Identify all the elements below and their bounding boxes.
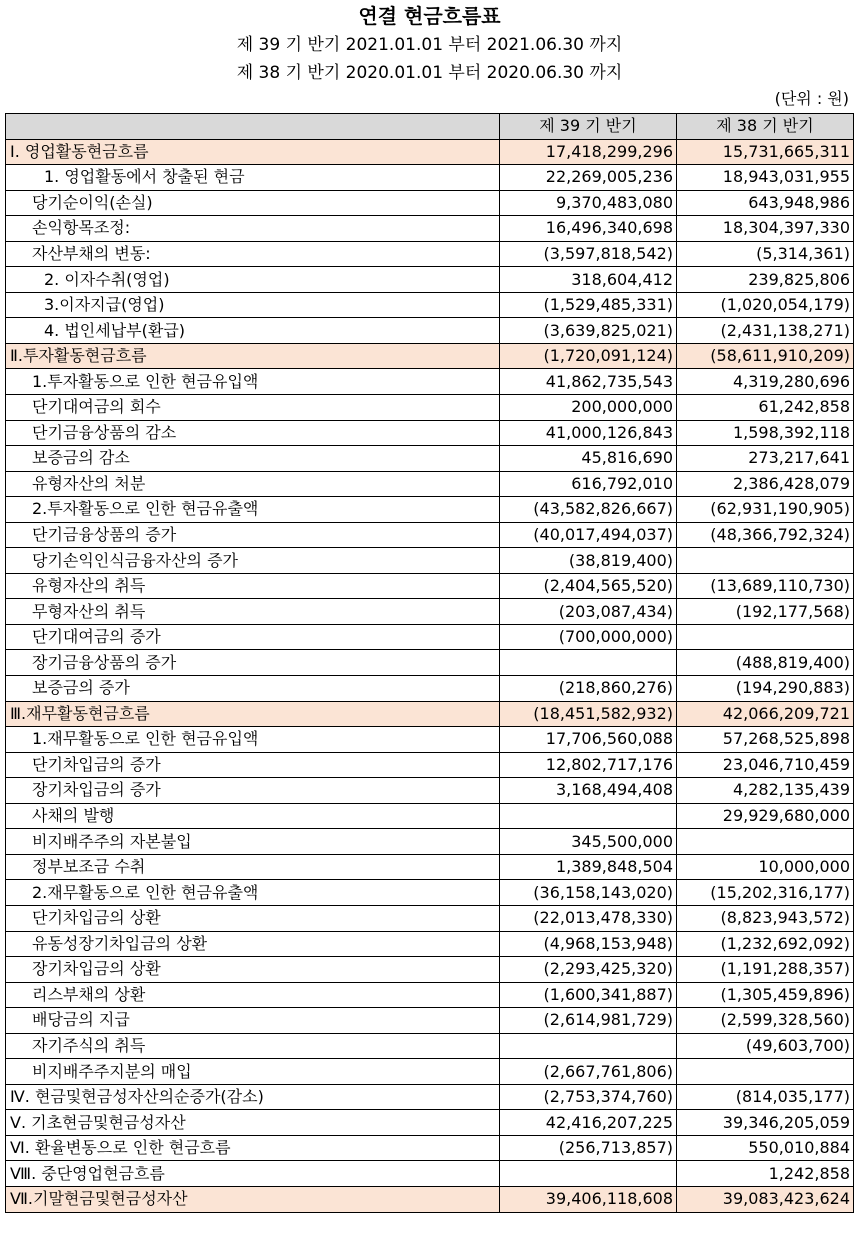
row-label: 4. 법인세납부(환급): [6, 318, 500, 344]
table-row: [6, 267, 854, 293]
current-period-value: 16,496,340,698: [500, 216, 677, 242]
prior-period-value: 39,346,205,059: [677, 1110, 854, 1136]
prior-period-value: 1,242,858: [677, 1161, 854, 1187]
prior-period-value: 239,825,806: [677, 267, 854, 293]
unit-label: (단위 : 원): [774, 89, 849, 108]
table-row: [6, 1033, 854, 1059]
table-row: [6, 957, 854, 983]
table-row: [6, 573, 854, 599]
prior-period-value: (58,611,910,209): [677, 343, 854, 369]
current-period-value: 39,406,118,608: [500, 1186, 677, 1212]
prior-period-value: (48,366,792,324): [677, 522, 854, 548]
row-label: Ⅴ. 기초현금및현금성자산: [6, 1110, 500, 1136]
header-current-period: 제 39 기 반기: [500, 114, 677, 140]
prior-period-value: (814,035,177): [677, 1084, 854, 1110]
table-row: [6, 727, 854, 753]
prior-period-value: [677, 624, 854, 650]
table-row: [6, 497, 854, 523]
header-label-cell: [6, 114, 500, 140]
row-label: Ⅵ. 환율변동으로 인한 현금흐름: [6, 1135, 500, 1161]
prior-period-value: 39,083,423,624: [677, 1186, 854, 1212]
table-row: [6, 982, 854, 1008]
prior-period-value: [677, 1059, 854, 1085]
row-label: 배당금의 지급: [6, 1008, 500, 1034]
current-period-value: (203,087,434): [500, 599, 677, 625]
table-row: [6, 1135, 854, 1161]
row-label: 비지배주주의 자본불입: [6, 829, 500, 855]
current-period-value: [500, 1161, 677, 1187]
row-label: 당기순이익(손실): [6, 190, 500, 216]
prior-period-value: 2,386,428,079: [677, 471, 854, 497]
row-label: 자기주식의 취득: [6, 1033, 500, 1059]
table-row: [6, 548, 854, 574]
row-label: 유형자산의 처분: [6, 471, 500, 497]
row-label: 1. 영업활동에서 창출된 현금: [6, 165, 500, 191]
prior-period-value: (5,314,361): [677, 241, 854, 267]
header-prior-period: 제 38 기 반기: [677, 114, 854, 140]
row-label: Ⅶ.기말현금및현금성자산: [6, 1186, 500, 1212]
table-row: [6, 599, 854, 625]
prior-period-value: (2,599,328,560): [677, 1008, 854, 1034]
prior-period-value: 643,948,986: [677, 190, 854, 216]
current-period-value: 1,389,848,504: [500, 854, 677, 880]
current-period-value: (1,720,091,124): [500, 343, 677, 369]
row-label: 장기차입금의 증가: [6, 778, 500, 804]
current-period-value: 41,862,735,543: [500, 369, 677, 395]
prior-period-value: (8,823,943,572): [677, 905, 854, 931]
row-label: 보증금의 감소: [6, 446, 500, 472]
current-period-value: (256,713,857): [500, 1135, 677, 1161]
table-row: [6, 395, 854, 421]
prior-period-value: (15,202,316,177): [677, 880, 854, 906]
prior-period-value: 4,319,280,696: [677, 369, 854, 395]
current-period-value: 616,792,010: [500, 471, 677, 497]
current-period-value: 12,802,717,176: [500, 752, 677, 778]
current-period-value: (22,013,478,330): [500, 905, 677, 931]
prior-period-value: 18,304,397,330: [677, 216, 854, 242]
table-row: [6, 471, 854, 497]
prior-period-value: (1,232,692,092): [677, 931, 854, 957]
table-row: [6, 778, 854, 804]
prior-period-value: 42,066,209,721: [677, 701, 854, 727]
prior-period-value: 61,242,858: [677, 395, 854, 421]
row-label: 장기금융상품의 증가: [6, 650, 500, 676]
current-period-value: (1,600,341,887): [500, 982, 677, 1008]
row-label: 단기대여금의 증가: [6, 624, 500, 650]
row-label: Ⅲ.재무활동현금흐름: [6, 701, 500, 727]
prior-period-value: (62,931,190,905): [677, 497, 854, 523]
row-label: 2. 이자수취(영업): [6, 267, 500, 293]
current-period-value: (3,639,825,021): [500, 318, 677, 344]
row-label: 무형자산의 취득: [6, 599, 500, 625]
row-label: 유형자산의 취득: [6, 573, 500, 599]
prior-period-value: (2,431,138,271): [677, 318, 854, 344]
prior-period-value: 18,943,031,955: [677, 165, 854, 191]
section-row: [6, 701, 854, 727]
row-label: 1.재무활동으로 인한 현금유입액: [6, 727, 500, 753]
section-row: [6, 139, 854, 165]
current-period-value: 345,500,000: [500, 829, 677, 855]
current-period-value: (3,597,818,542): [500, 241, 677, 267]
current-period-value: (4,968,153,948): [500, 931, 677, 957]
current-period-value: (2,667,761,806): [500, 1059, 677, 1085]
row-label: 2.재무활동으로 인한 현금유출액: [6, 880, 500, 906]
current-period-value: (2,293,425,320): [500, 957, 677, 983]
row-label: 단기금융상품의 증가: [6, 522, 500, 548]
table-row: [6, 880, 854, 906]
current-period-value: [500, 803, 677, 829]
row-label: 보증금의 증가: [6, 676, 500, 702]
current-period-value: 42,416,207,225: [500, 1110, 677, 1136]
prior-period-value: [677, 548, 854, 574]
current-period-value: [500, 650, 677, 676]
prior-period-value: (192,177,568): [677, 599, 854, 625]
table-row: [6, 1059, 854, 1085]
row-label: 유동성장기차입금의 상환: [6, 931, 500, 957]
table-row: [6, 190, 854, 216]
table-header-row: [6, 114, 854, 140]
row-label: 장기차입금의 상환: [6, 957, 500, 983]
table-row: [6, 165, 854, 191]
row-label: 비지배주주지분의 매입: [6, 1059, 500, 1085]
current-period: 제 39 기 반기 2021.01.01 부터 2021.06.30 까지: [236, 35, 623, 55]
table-row: [6, 829, 854, 855]
row-label: 단기금융상품의 감소: [6, 420, 500, 446]
row-label: 손익항목조정:: [6, 216, 500, 242]
prior-period: 제 38 기 반기 2020.01.01 부터 2020.06.30 까지: [236, 63, 623, 83]
prior-period-value: 10,000,000: [677, 854, 854, 880]
table-row: [6, 420, 854, 446]
table-row: [6, 931, 854, 957]
current-period-value: [500, 1033, 677, 1059]
current-period-value: 318,604,412: [500, 267, 677, 293]
row-label: 정부보조금 수취: [6, 854, 500, 880]
table-row: [6, 650, 854, 676]
row-label: Ⅱ.투자활동현금흐름: [6, 343, 500, 369]
row-label: 리스부채의 상환: [6, 982, 500, 1008]
statement-title: 연결 현금흐름표: [358, 4, 501, 28]
table-row: [6, 803, 854, 829]
current-period-value: 17,706,560,088: [500, 727, 677, 753]
current-period-value: (2,614,981,729): [500, 1008, 677, 1034]
prior-period-value: (13,689,110,730): [677, 573, 854, 599]
current-period-value: (36,158,143,020): [500, 880, 677, 906]
row-label: 3.이자지급(영업): [6, 292, 500, 318]
row-label: Ⅰ. 영업활동현금흐름: [6, 139, 500, 165]
prior-period-value: 57,268,525,898: [677, 727, 854, 753]
current-period-value: 17,418,299,296: [500, 139, 677, 165]
row-label: 단기차입금의 증가: [6, 752, 500, 778]
table-row: [6, 624, 854, 650]
table-row: [6, 522, 854, 548]
prior-period-value: 29,929,680,000: [677, 803, 854, 829]
table-row: [6, 318, 854, 344]
table-row: [6, 854, 854, 880]
row-label: 사채의 발행: [6, 803, 500, 829]
section-row: [6, 343, 854, 369]
current-period-value: (700,000,000): [500, 624, 677, 650]
prior-period-value: (49,603,700): [677, 1033, 854, 1059]
prior-period-value: 1,598,392,118: [677, 420, 854, 446]
table-row: [6, 752, 854, 778]
prior-period-value: [677, 829, 854, 855]
table-row: [6, 1110, 854, 1136]
table-row: [6, 369, 854, 395]
prior-period-value: (194,290,883): [677, 676, 854, 702]
prior-period-value: 273,217,641: [677, 446, 854, 472]
current-period-value: 41,000,126,843: [500, 420, 677, 446]
table-row: [6, 1161, 854, 1187]
table-row: [6, 676, 854, 702]
prior-period-value: (488,819,400): [677, 650, 854, 676]
table-row: [6, 292, 854, 318]
prior-period-value: (1,305,459,896): [677, 982, 854, 1008]
current-period-value: (18,451,582,932): [500, 701, 677, 727]
table-row: [6, 1084, 854, 1110]
current-period-value: (43,582,826,667): [500, 497, 677, 523]
section-row: [6, 1186, 854, 1212]
row-label: 자산부채의 변동:: [6, 241, 500, 267]
prior-period-value: (1,020,054,179): [677, 292, 854, 318]
prior-period-value: 4,282,135,439: [677, 778, 854, 804]
row-label: 단기대여금의 회수: [6, 395, 500, 421]
current-period-value: (2,753,374,760): [500, 1084, 677, 1110]
table-row: [6, 241, 854, 267]
current-period-value: 200,000,000: [500, 395, 677, 421]
row-label: 2.투자활동으로 인한 현금유출액: [6, 497, 500, 523]
table-row: [6, 905, 854, 931]
table-row: [6, 446, 854, 472]
current-period-value: 22,269,005,236: [500, 165, 677, 191]
current-period-value: (38,819,400): [500, 548, 677, 574]
prior-period-value: 550,010,884: [677, 1135, 854, 1161]
current-period-value: 3,168,494,408: [500, 778, 677, 804]
row-label: 1.투자활동으로 인한 현금유입액: [6, 369, 500, 395]
current-period-value: (1,529,485,331): [500, 292, 677, 318]
row-label: 당기손익인식금융자산의 증가: [6, 548, 500, 574]
row-label: 단기차입금의 상환: [6, 905, 500, 931]
prior-period-value: 15,731,665,311: [677, 139, 854, 165]
current-period-value: (2,404,565,520): [500, 573, 677, 599]
table-row: [6, 216, 854, 242]
current-period-value: (218,860,276): [500, 676, 677, 702]
row-label: Ⅷ. 중단영업현금흐름: [6, 1161, 500, 1187]
current-period-value: (40,017,494,037): [500, 522, 677, 548]
current-period-value: 9,370,483,080: [500, 190, 677, 216]
prior-period-value: (1,191,288,357): [677, 957, 854, 983]
cash-flow-table: [5, 113, 854, 1213]
prior-period-value: 23,046,710,459: [677, 752, 854, 778]
row-label: Ⅳ. 현금및현금성자산의순증가(감소): [6, 1084, 500, 1110]
table-row: [6, 1008, 854, 1034]
current-period-value: 45,816,690: [500, 446, 677, 472]
